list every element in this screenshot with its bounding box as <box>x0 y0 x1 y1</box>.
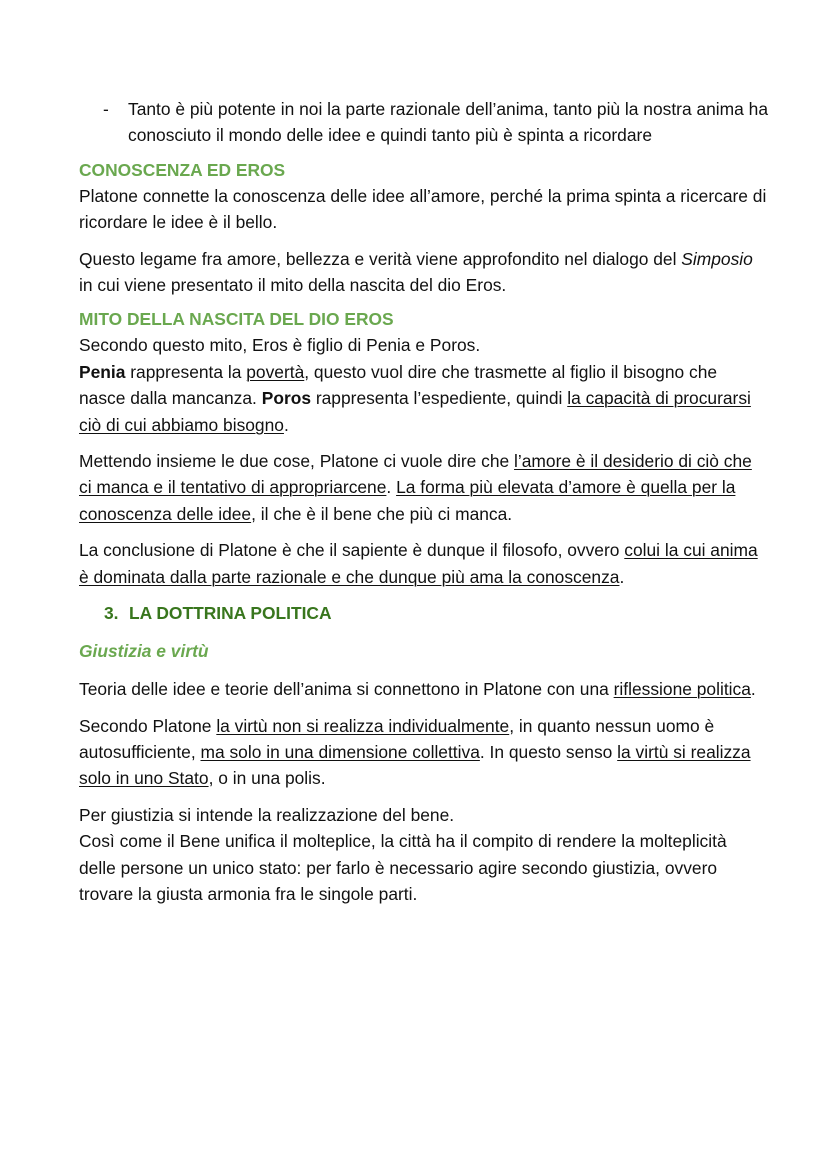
simposio-italic: Simposio <box>681 248 753 269</box>
heading-mito-eros: MITO DELLA NASCITA DEL DIO EROS <box>79 309 394 330</box>
heading-dottrina-politica <box>79 600 768 626</box>
mito-text-2: , questo vuol dire che trasmette al figlio il bisogno che nasce dalla mancanza. <box>79 361 718 409</box>
eros-paragraph-2 <box>79 246 768 299</box>
virtu-individualmente-underlined: la virtù non si realizza individualmente <box>216 715 510 736</box>
mito-p3-text-b: . <box>619 566 625 587</box>
eros-p2-text-a: Questo legame fra amore, bellezza e verità viene approfondito nel dialogo del <box>79 248 682 269</box>
subheading-giustizia-virtu: Giustizia e virtù <box>79 641 209 662</box>
politica-p2-text-a: Secondo Platone <box>79 715 217 736</box>
mito-text-1: rappresenta la <box>125 361 247 382</box>
heading-conoscenza-eros: CONOSCENZA ED EROS <box>79 159 286 180</box>
politica-p2-text-b: , in quanto nessun uomo è autosufficiente, <box>79 715 715 762</box>
mito-p2-text-b: . <box>386 477 397 498</box>
bullet-dash: - <box>103 99 109 119</box>
politica-paragraph-2 <box>79 713 768 792</box>
poros-bold: Poros <box>261 388 312 409</box>
section-title: LA DOTTRINA POLITICA <box>129 603 332 624</box>
mito-paragraph-3 <box>79 537 768 590</box>
mito-text-3: rappresenta l’espediente, quindi <box>311 388 568 409</box>
eros-paragraph-1: Platone connette la conoscenza delle idee all’amore, perché la prima spinta a ricercare di ricordare le idee è il bello. <box>79 185 767 233</box>
mito-p2-text-a: Mettendo insieme le due cose, Platone ci vuole dire che <box>79 451 515 472</box>
politica-paragraph-1 <box>79 676 768 702</box>
penia-bold: Penia <box>79 361 126 382</box>
politica-paragraph-3-line-2: Così come il Bene unifica il molteplice, la città ha il compito di rendere la molteplicità delle persone un unico stato: per farlo è necessario agire secondo giustizia, ovvero trovare la giusta armonia fra le singole parti. <box>79 831 727 904</box>
eros-p2-text-b: in cui viene presentato il mito della nascita del dio Eros. <box>79 275 507 296</box>
mito-p3-text-a: La conclusione di Platone è che il sapiente è dunque il filosofo, ovvero <box>79 540 625 561</box>
dimensione-collettiva-underlined: ma solo in una dimensione collettiva <box>200 741 480 762</box>
mito-p2-text-c: , il che è il bene che più ci manca. <box>251 503 513 524</box>
politica-p2-text-d: , o in una polis. <box>208 768 326 789</box>
politica-paragraph-3-line-1: Per giustizia si intende la realizzazione del bene. <box>79 804 455 825</box>
bullet-item <box>79 96 768 149</box>
politica-p1-text-b: . <box>750 679 756 700</box>
bullet-text: Tanto è più potente in noi la parte razionale dell’anima, tanto più la nostra anima ha conosciuto il mondo delle idee e quindi tanto più è spinta a ricordare <box>128 99 769 146</box>
mito-text-4: . <box>283 414 289 435</box>
mito-paragraph-2 <box>79 448 768 527</box>
politica-p1-text-a: Teoria delle idee e teorie dell’anima si connettono in Platone con una <box>79 679 614 700</box>
mito-line-1: Secondo questo mito, Eros è figlio di Penia e Poros. <box>79 335 481 356</box>
poverta-underlined: povertà <box>246 361 305 382</box>
mito-paragraph-penia-poros <box>79 359 768 438</box>
colui-underlined: colui la cui anima è dominata dalla parte razionale e che dunque più ama la conoscenza <box>79 540 758 587</box>
forma-elevata-underlined: La forma più elevata d’amore è quella per la conoscenza delle idee <box>79 477 736 524</box>
politica-p2-text-c: . In questo senso <box>479 741 618 762</box>
section-number: 3. <box>104 603 119 624</box>
capacita-underlined: la capacità di procurarsi ciò di cui abbiamo bisogno <box>79 388 751 435</box>
amore-desiderio-underlined: l’amore è il desiderio di ciò che ci manca e il tentativo di appropriarcene <box>79 451 752 498</box>
riflessione-politica-underlined: riflessione politica <box>613 679 751 700</box>
virtu-stato-underlined: la virtù si realizza solo in uno Stato <box>79 741 751 789</box>
